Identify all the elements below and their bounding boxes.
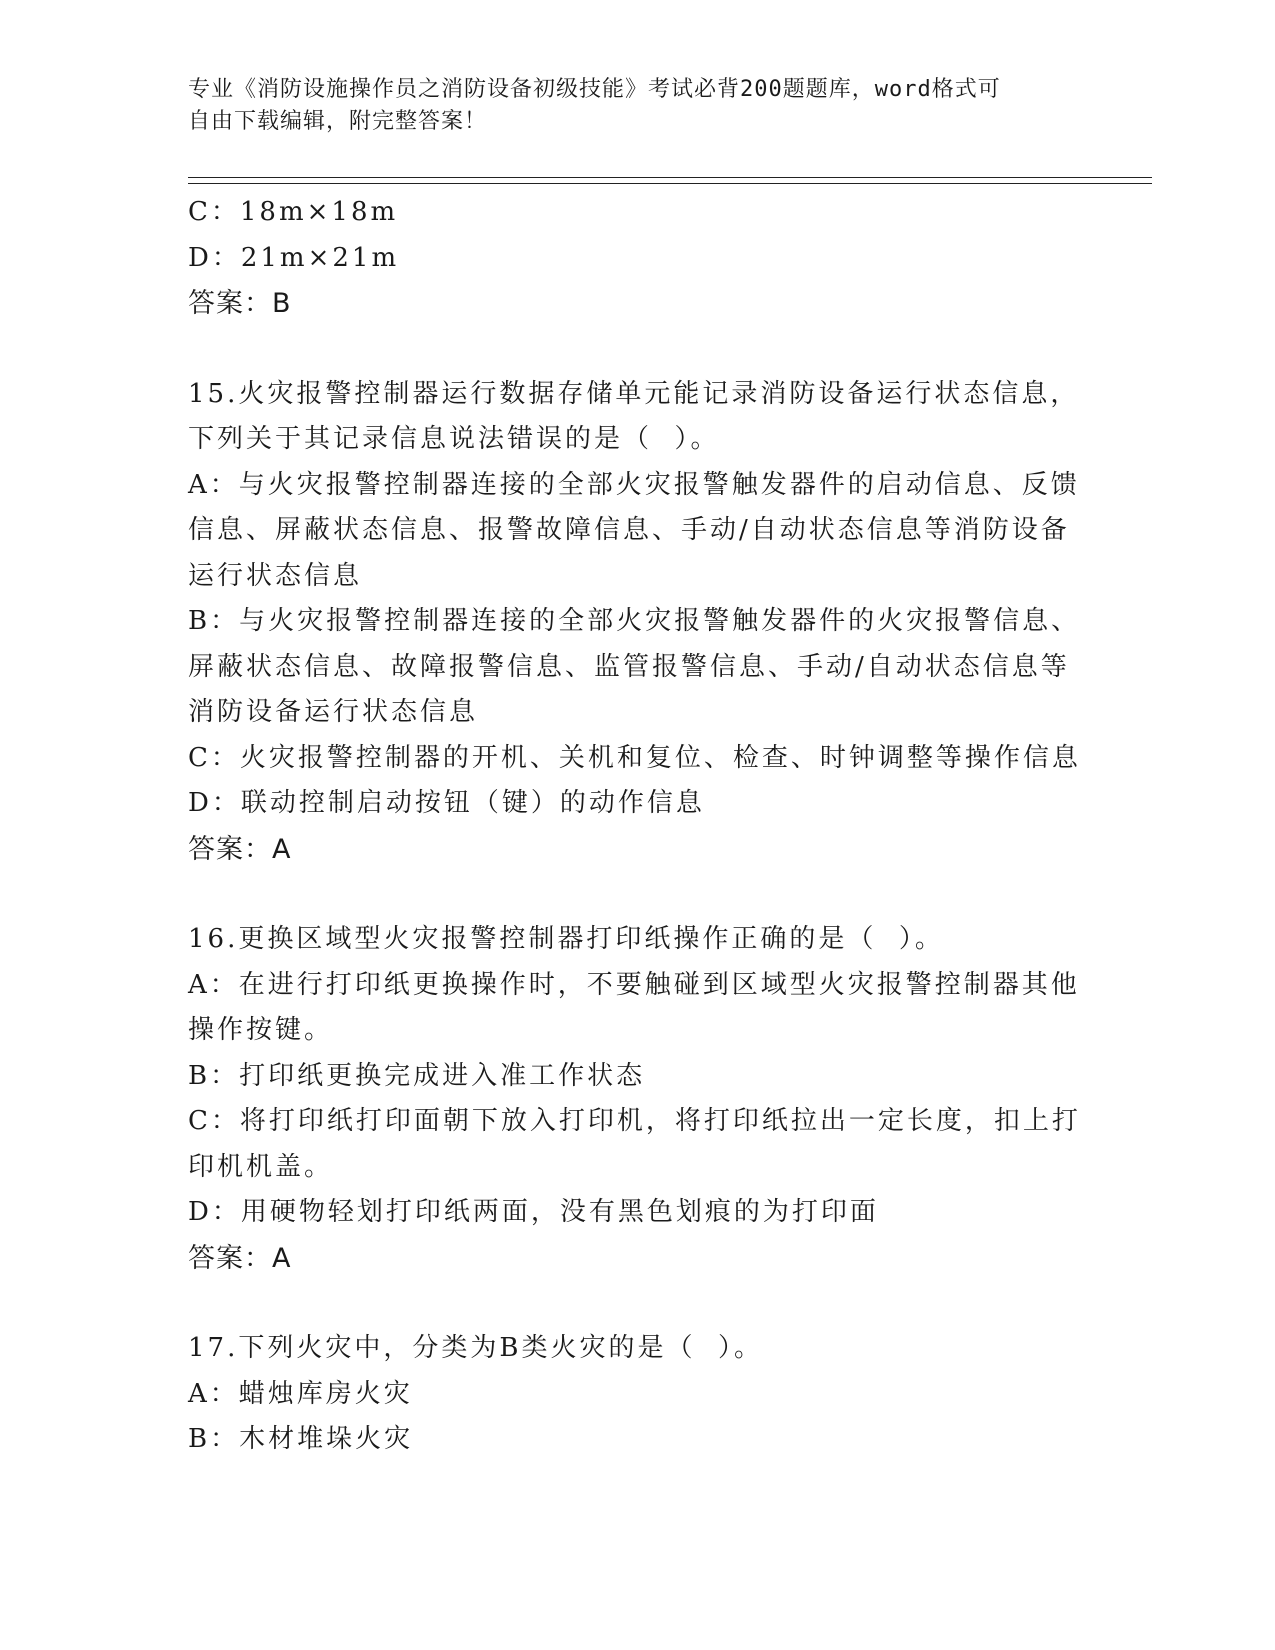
answer: 答案：B	[188, 288, 292, 319]
header-title-line-2: 自由下载编辑，附完整答案！	[188, 109, 488, 134]
option-c: 印机机盖。	[188, 1151, 334, 1182]
question-stem: 15.火灾报警控制器运行数据存储单元能记录消防设备运行状态信息，	[188, 378, 1080, 409]
option-b: B：木材堆垛火灾	[188, 1424, 414, 1454]
option-a: 信息、屏蔽状态信息、报警故障信息、手动/自动状态信息等消防设备	[188, 515, 1070, 545]
option-c: C：18m×18m	[188, 197, 399, 227]
question-17	[188, 1326, 1088, 1463]
question-stem: 下列关于其记录信息说法错误的是（ ）。	[188, 424, 720, 454]
header-title-line-1: 专业《消防设施操作员之消防设备初级技能》考试必背200题题库，word格式可	[188, 77, 1001, 102]
option-b: 消防设备运行状态信息	[188, 697, 479, 727]
option-b: B：打印纸更换完成进入准工作状态	[188, 1060, 646, 1091]
header-divider	[188, 177, 1152, 184]
option-a: A：在进行打印纸更换操作时，不要触碰到区域型火灾报警控制器其他	[188, 969, 1080, 1000]
option-a: 运行状态信息	[188, 560, 363, 591]
option-d: D：联动控制启动按钮（键）的动作信息	[188, 788, 705, 818]
answer: 答案：A	[188, 833, 292, 865]
question-stem: 17.下列火灾中，分类为B类火灾的是（ ）。	[188, 1333, 763, 1363]
question-15	[188, 372, 1088, 873]
question-stem: 16.更换区域型火灾报警控制器打印纸操作正确的是（ ）。	[188, 924, 944, 954]
option-c: C：火灾报警控制器的开机、关机和复位、检查、时钟调整等操作信息	[188, 742, 1081, 773]
option-a: 操作按键。	[188, 1015, 334, 1045]
option-d: D：21m×21m	[188, 242, 400, 273]
option-a: A：与火灾报警控制器连接的全部火灾报警触发器件的启动信息、反馈	[188, 469, 1080, 500]
option-a: A：蜡烛库房火灾	[188, 1378, 413, 1409]
question-14-tail	[188, 190, 1088, 327]
page-header	[188, 74, 1088, 138]
option-b: 屏蔽状态信息、故障报警信息、监管报警信息、手动/自动状态信息等	[188, 651, 1070, 682]
option-c: C：将打印纸打印面朝下放入打印机，将打印纸拉出一定长度，扣上打	[188, 1106, 1081, 1136]
question-16	[188, 917, 1088, 1281]
option-b: B：与火灾报警控制器连接的全部火灾报警触发器件的火灾报警信息、	[188, 606, 1081, 636]
question-content	[188, 190, 1088, 1463]
option-d: D：用硬物轻划打印纸两面，没有黑色划痕的为打印面	[188, 1197, 879, 1227]
answer: 答案：A	[188, 1242, 292, 1274]
